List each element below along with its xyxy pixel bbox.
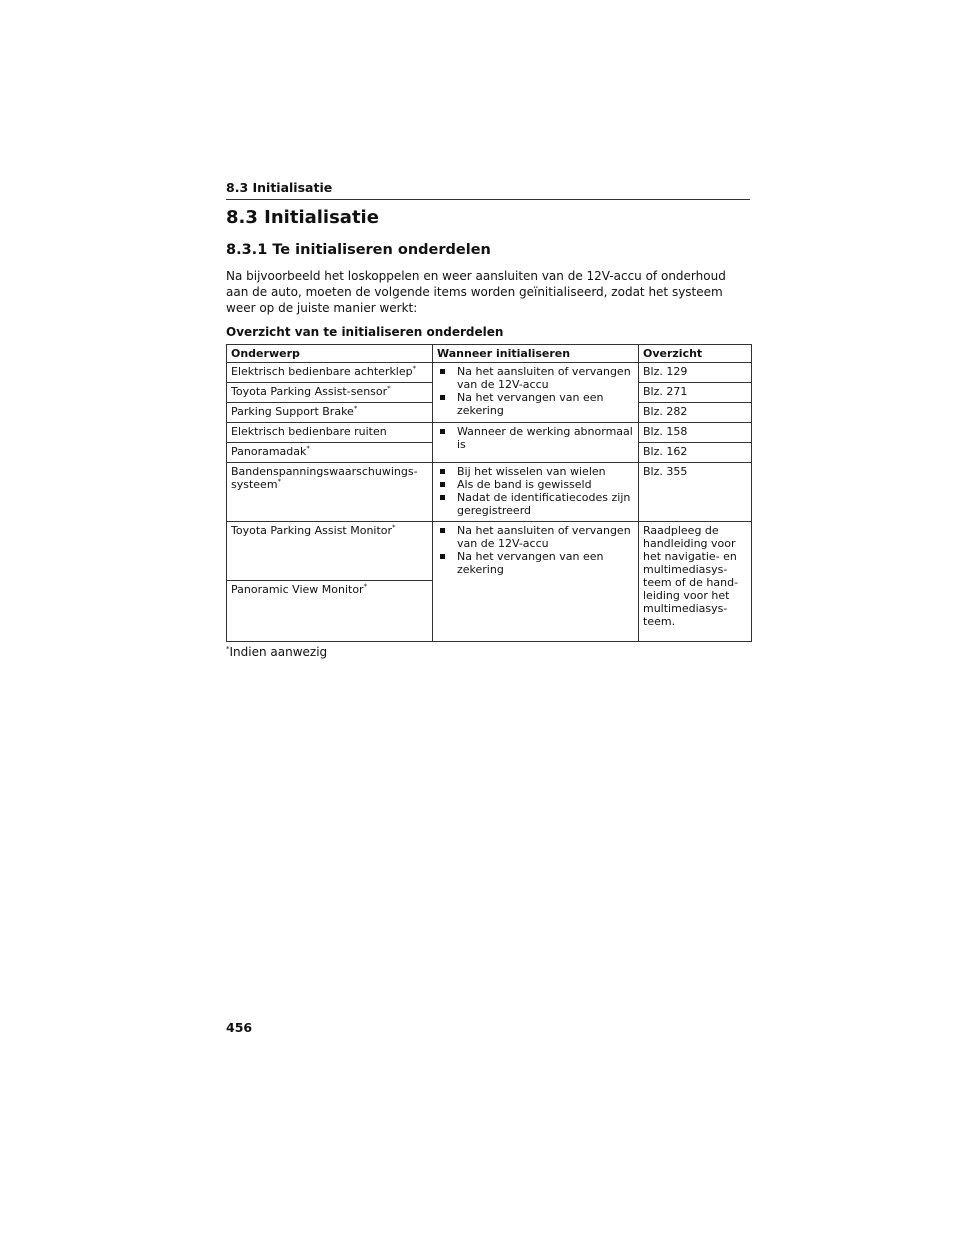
intro-paragraph: Na bijvoorbeeld het loskoppelen en weer aansluiten van de 12V-accu of onderhoud aan de auto, moeten de volgende items worden geïnitialiseerd, zodat het systeem weer op de juiste manier werkt: (226, 269, 726, 315)
when-item: Na het aansluiten of vervangen van de 12V-accu (437, 524, 634, 550)
subject-cell: Toyota Parking Assist-sensor* (227, 383, 433, 403)
subsection-title: 8.3.1 Te initialiseren onderdelen (226, 242, 491, 258)
header-when: Wanneer initialiseren (433, 345, 639, 363)
when-item: Als de band is gewisseld (437, 478, 634, 491)
header-overview: Overzicht (639, 345, 752, 363)
table-row (227, 363, 752, 383)
overview-cell: Blz. 355 (639, 463, 752, 522)
when-item: Na het vervangen van een zekering (437, 550, 634, 576)
when-cell (433, 463, 639, 522)
subject-cell: Elektrisch bedienbare ruiten (227, 423, 433, 443)
overview-cell: Blz. 282 (639, 403, 752, 423)
overview-cell: Raadpleeg de handleiding voor het navigatie- en multimediasys-teem of de hand-leiding voor het multimediasys-teem. (639, 522, 752, 642)
running-head: 8.3 Initialisatie (226, 181, 750, 200)
overview-cell: Blz. 129 (639, 363, 752, 383)
subject-cell: Panoramadak* (227, 443, 433, 463)
overview-cell: Blz. 162 (639, 443, 752, 463)
when-item: Nadat de identificatiecodes zijn geregistreerd (437, 491, 634, 517)
table-row (227, 522, 752, 581)
when-cell (433, 522, 639, 642)
when-item: Na het vervangen van een zekering (437, 391, 634, 417)
footnote: *Indien aanwezig (226, 645, 328, 659)
subject-cell: Panoramic View Monitor* (227, 581, 433, 642)
table-row (227, 463, 752, 522)
table-title: Overzicht van te initialiseren onderdelen (226, 325, 504, 339)
overview-cell: Blz. 158 (639, 423, 752, 443)
initialization-table (226, 344, 752, 642)
when-item: Bij het wisselen van wielen (437, 465, 634, 478)
overview-cell: Blz. 271 (639, 383, 752, 403)
subject-cell: Toyota Parking Assist Monitor* (227, 522, 433, 581)
subject-cell: Elektrisch bedienbare achterklep* (227, 363, 433, 383)
when-item: Wanneer de werking abnormaal is (437, 425, 634, 451)
subject-cell: Bandenspanningswaarschuwings-systeem* (227, 463, 433, 522)
when-cell (433, 363, 639, 423)
subject-cell: Parking Support Brake* (227, 403, 433, 423)
header-subject: Onderwerp (227, 345, 433, 363)
when-cell (433, 423, 639, 463)
page-number: 456 (226, 1020, 253, 1035)
table-row (227, 423, 752, 443)
table-header-row (227, 345, 752, 363)
when-item: Na het aansluiten of vervangen van de 12V-accu (437, 365, 634, 391)
section-title: 8.3 Initialisatie (226, 207, 379, 228)
